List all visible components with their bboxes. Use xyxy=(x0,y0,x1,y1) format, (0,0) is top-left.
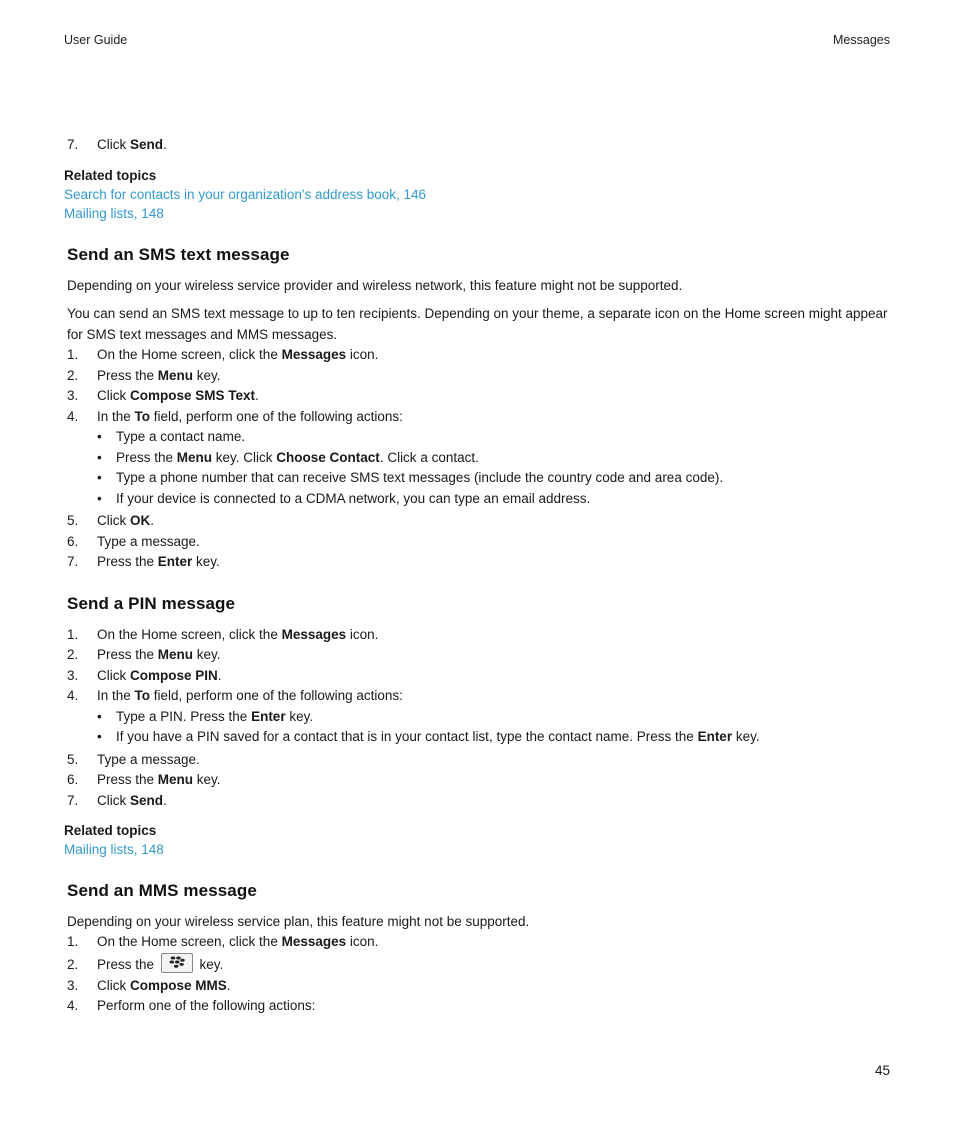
sms-intro-paragraph: Depending on your wireless service provider and wireless network, this feature might not be supported. xyxy=(67,277,683,293)
mms-intro-paragraph: Depending on your wireless service plan, this feature might not be supported. xyxy=(67,913,530,929)
related-topics-heading: Related topics xyxy=(64,167,157,183)
pin-step-5: 5. Type a message. xyxy=(67,751,200,767)
running-header-left: User Guide xyxy=(64,33,128,47)
mms-step-1: 1. On the Home screen, click the Messages icon. xyxy=(67,934,379,949)
mms-step-2: 2. Press the key. xyxy=(67,953,890,976)
list-item: • Type a contact name. xyxy=(97,429,246,444)
page-number: 45 xyxy=(874,1063,890,1078)
related-topics-heading: Related topics xyxy=(64,823,157,838)
link-mailing-lists[interactable]: Mailing lists, 148 xyxy=(64,842,164,857)
list-item: • If you have a PIN saved for a contact that is in your contact list, type the contact name. Press the Enter key. xyxy=(97,729,760,744)
sms-step-5: 5. Click OK. xyxy=(67,513,155,528)
pin-step-6: 6. Press the Menu key. xyxy=(67,772,221,787)
sms-step-7: 7. Press the Enter key. xyxy=(67,554,220,569)
mms-step-3: 3. Click Compose MMS. xyxy=(67,977,231,993)
link-search-contacts[interactable]: Search for contacts in your organization's address book, 146 xyxy=(64,186,427,202)
running-header-right: Messages xyxy=(833,33,890,47)
blackberry-menu-key-icon xyxy=(161,953,193,973)
blackberry-logo-icon xyxy=(169,956,185,969)
sms-step-4: 4. In the To field, perform one of the following actions: xyxy=(67,408,403,424)
sms-step-1: 1. On the Home screen, click the Messages icon. xyxy=(67,347,379,362)
pin-step-7: 7. Click Send. xyxy=(67,792,167,808)
pin-step-4: 4. In the To field, perform one of the following actions: xyxy=(67,688,403,703)
pin-step-3: 3. Click Compose PIN. xyxy=(67,667,222,683)
sms-step-6: 6. Type a message. xyxy=(67,533,200,549)
step-7: 7. Click Send. xyxy=(67,137,167,152)
section-title-mms: Send an MMS message xyxy=(67,880,257,900)
list-item: • Type a PIN. Press the Enter key. xyxy=(97,708,314,724)
section-title-sms: Send an SMS text message xyxy=(67,244,290,264)
section-title-pin: Send a PIN message xyxy=(67,593,236,613)
mms-step-4: 4. Perform one of the following actions: xyxy=(67,998,316,1013)
sms-step-2: 2. Press the Menu key. xyxy=(67,367,221,383)
list-item: • If your device is connected to a CDMA network, you can type an email address. xyxy=(97,490,591,506)
pin-step-2: 2. Press the Menu key. xyxy=(67,647,221,662)
list-item: • Type a phone number that can receive SMS text messages (include the country code and area code). xyxy=(97,470,724,485)
sms-actions-list xyxy=(64,427,890,509)
sms-step-3: 3. Click Compose SMS Text. xyxy=(67,388,259,403)
link-mailing-lists[interactable]: Mailing lists, 148 xyxy=(64,206,164,221)
page-content xyxy=(64,135,890,1017)
list-item: • Press the Menu key. Click Choose Contact. Click a contact. xyxy=(97,449,479,465)
pin-actions-list xyxy=(64,707,890,748)
sms-recipients-paragraph: You can send an SMS text message to up to ten recipients. Depending on your theme, a separate icon on the Home screen might appear for SMS text messages and MMS messages. xyxy=(67,306,888,342)
pin-step-1: 1. On the Home screen, click the Messages icon. xyxy=(67,626,379,642)
